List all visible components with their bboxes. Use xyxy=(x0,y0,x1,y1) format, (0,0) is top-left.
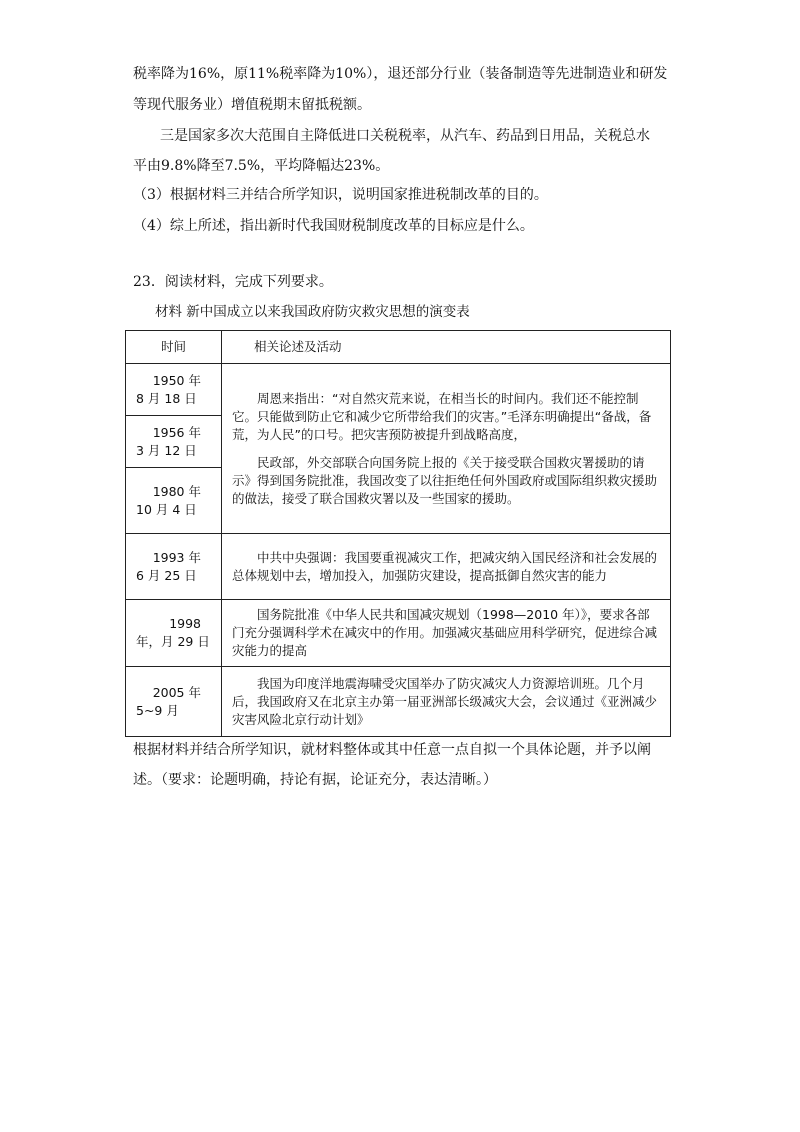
content-paragraph: 中共中央强调：我国要重视减灾工作，把减灾纳入国民经济和社会发展的总体规划中去，增加投入，加强防灾建设，提高抵御自然灾害的能力 xyxy=(232,549,658,583)
content-cell xyxy=(222,534,671,600)
time-cell xyxy=(126,600,222,667)
time-date: 6 月 25 日 xyxy=(136,567,197,583)
table-caption: 材料 新中国成立以来我国政府防灾救灾思想的演变表 xyxy=(155,304,470,320)
text-line-3: 三是国家多次大范围自主降低进口关税税率，从汽车、药品到日用品，关税总水 xyxy=(160,128,650,144)
time-year: 1993 年 xyxy=(152,549,201,565)
time-cell xyxy=(126,364,222,416)
disaster-policy-table xyxy=(125,330,671,737)
table-header-row xyxy=(126,331,671,364)
time-year: 1998 xyxy=(169,616,201,631)
time-cell xyxy=(126,667,222,737)
question-23-title: 23．阅读材料，完成下列要求。 xyxy=(133,274,333,290)
merged-content-cell xyxy=(222,364,671,534)
time-date: 5~9 月 xyxy=(136,702,179,718)
text-line-1: 税率降为16%，原11%税率降为10%），退还部分行业（装备制造等先进制造业和研发 xyxy=(133,66,668,82)
question-3: （3）根据材料三并结合所学知识，说明国家推进税制改革的目的。 xyxy=(133,187,548,203)
question-4: （4）综上所述，指出新时代我国财税制度改革的目标应是什么。 xyxy=(133,218,534,234)
table-row xyxy=(126,364,671,416)
table-row xyxy=(126,667,671,737)
time-date: 3 月 12 日 xyxy=(136,442,197,458)
time-year: 1980 年 xyxy=(152,483,201,499)
time-cell xyxy=(126,416,222,468)
time-year: 1950 年 xyxy=(152,372,201,388)
header-content: 相关论述及活动 xyxy=(222,331,671,364)
text-line-2: 等现代服务业）增值税期末留抵税额。 xyxy=(133,97,371,113)
text-line-4: 平由9.8%降至7.5%，平均降幅达23%。 xyxy=(133,158,390,174)
instruction-line-2: 述。（要求：论题明确，持论有据，论证充分，表达清晰。） xyxy=(133,772,497,788)
content-cell xyxy=(222,667,671,737)
time-year: 1956 年 xyxy=(152,424,201,440)
content-paragraph: 国务院批准《中华人民共和国减灾规划（1998—2010 年）》，要求各部门充分强调科学术在减灾中的作用。加强减灾基础应用科学研究，促进综合减灾能力的提高 xyxy=(232,607,658,658)
time-date: 年，月 29 日 xyxy=(136,634,210,649)
table-row xyxy=(126,600,671,667)
time-year: 2005 年 xyxy=(152,684,201,700)
header-time: 时间 xyxy=(126,331,222,364)
content-cell xyxy=(222,600,671,667)
table-row xyxy=(126,534,671,600)
content-paragraph: 民政部，外交部联合向国务院上报的《关于接受联合国救灾署援助的请示》得到国务院批准，我国改变了以往拒绝任何外国政府或国际组织救灾援助的做法，接受了联合国救灾署以及一些国家的援助。 xyxy=(232,454,658,506)
time-date: 10 月 4 日 xyxy=(136,501,197,517)
time-date: 8 月 18 日 xyxy=(136,390,197,406)
content-paragraph: 我国为印度洋地震海啸受灾国举办了防灾减灾人力资源培训班。几个月后，我国政府又在北京主办第一届亚洲部长级减灾大会，会议通过《亚洲减少灾害风险北京行动计划》 xyxy=(232,675,658,727)
time-cell xyxy=(126,468,222,534)
content-paragraph: 周恩来指出：“对自然灾荒来说，在相当长的时间内。我们还不能控制它。只能做到防止它和减少它所带给我们的灾害。”毛泽东明确提出“备战，备荒，为人民”的口号。把灾害预防被提升到战略高度， xyxy=(232,390,652,442)
instruction-line-1: 根据材料并结合所学知识，就材料整体或其中任意一点自拟一个具体论题，并予以阐 xyxy=(133,742,651,758)
time-cell xyxy=(126,534,222,600)
